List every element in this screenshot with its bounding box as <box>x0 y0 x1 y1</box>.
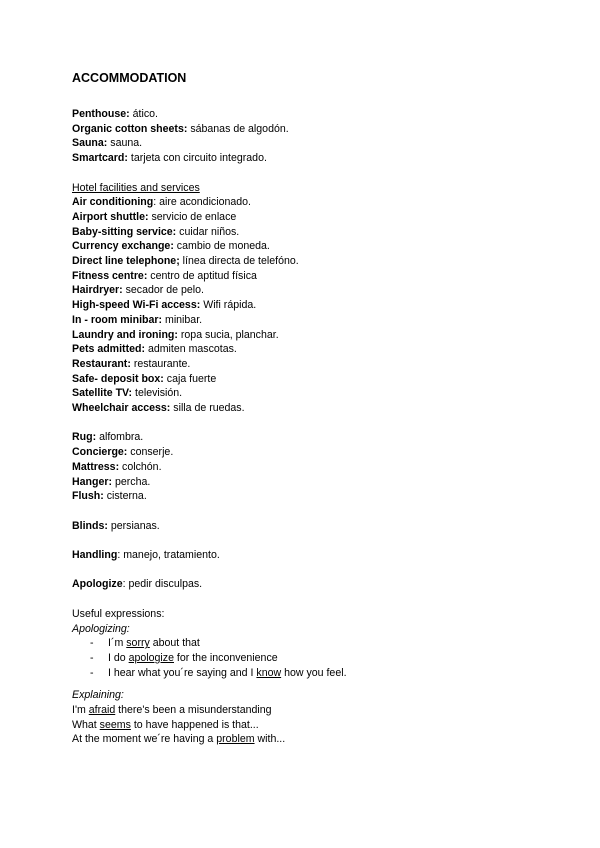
expression-text: with... <box>254 733 286 746</box>
vocab-entry <box>72 430 552 445</box>
vocab-definition: minibar. <box>162 313 203 326</box>
vocab-term: Laundry and ironing: <box>72 328 178 341</box>
underlined-keyword: afraid <box>88 704 116 717</box>
vocab-entry <box>72 283 552 298</box>
vocab-definition: ático. <box>129 108 158 120</box>
vocab-entry <box>72 342 552 357</box>
expression-line <box>90 636 552 651</box>
vocab-definition: conserje. <box>127 446 174 459</box>
explaining-list <box>72 703 552 747</box>
expression-text: I hear what you´re saying and I <box>108 666 257 679</box>
vocab-entry <box>72 122 552 137</box>
vocab-term: Fitness centre: <box>72 269 148 282</box>
vocab-definition: ropa sucia, planchar. <box>177 328 279 341</box>
vocab-definition: tarjeta con circuito integrado. <box>127 152 267 165</box>
apologizing-heading: Apologizing: <box>72 622 130 635</box>
vocab-term: Penthouse: <box>72 108 130 120</box>
expression-line <box>72 703 552 718</box>
vocab-term: Hairdryer: <box>72 284 123 297</box>
vocab-term: Sauna: <box>72 137 108 150</box>
vocab-entry <box>72 239 552 254</box>
expression-line <box>72 718 552 733</box>
vocab-entry-blinds: Blinds: persianas. <box>72 519 160 532</box>
vocab-entry <box>72 475 552 490</box>
vocab-definition: cisterna. <box>103 490 147 503</box>
vocab-term: Flush: <box>72 490 104 503</box>
expression-text: for the inconvenience <box>173 651 278 664</box>
vocab-entry <box>72 313 552 328</box>
vocab-term: Currency exchange: <box>72 240 174 253</box>
expression-text: At the moment we´re having a <box>72 733 217 746</box>
expression-text: to have happened is that... <box>130 718 259 731</box>
vocab-entry <box>72 401 552 416</box>
vocab-entry <box>72 445 552 460</box>
vocab-definition: sábanas de algodón. <box>187 122 289 135</box>
vocab-definition: silla de ruedas. <box>170 402 245 415</box>
vocab-entry-handling: Handling: manejo, tratamiento. <box>72 549 220 562</box>
underlined-keyword: sorry <box>126 637 150 650</box>
vocab-term: Airport shuttle: <box>72 210 149 223</box>
expression-text: I´m <box>108 637 127 650</box>
vocab-definition: cambio de moneda. <box>173 240 270 253</box>
vocab-term: Direct line telephone; <box>72 255 180 268</box>
vocab-entry <box>72 195 552 210</box>
vocab-entry <box>72 489 552 504</box>
vocab-term: In - room minibar: <box>72 313 163 326</box>
vocab-group-facilities <box>72 195 552 416</box>
vocab-definition: restaurante. <box>130 357 191 370</box>
underlined-keyword: know <box>256 666 282 679</box>
page-title: ACCOMMODATION <box>72 71 187 85</box>
vocab-term: Wheelchair access: <box>72 402 171 415</box>
vocab-entry <box>72 107 552 122</box>
vocab-definition: secador de pelo. <box>122 284 204 297</box>
vocab-term: Satellite TV: <box>72 387 133 400</box>
vocab-entry <box>72 254 552 269</box>
vocab-term: Mattress: <box>72 460 120 473</box>
vocab-term: Concierge: <box>72 446 128 459</box>
vocab-entry <box>72 151 552 166</box>
expression-text: how you feel. <box>281 666 347 679</box>
apologizing-list <box>72 636 552 680</box>
vocab-term: Baby-sitting service: <box>72 225 177 238</box>
useful-expressions-heading: Useful expressions: <box>72 607 165 620</box>
vocab-entry <box>72 460 552 475</box>
vocab-term: Organic cotton sheets: <box>72 122 188 135</box>
vocab-term: Pets admitted: <box>72 343 145 356</box>
expression-text: about that <box>149 637 200 650</box>
vocab-definition: servicio de enlace <box>148 210 237 223</box>
expression-line <box>90 651 552 666</box>
vocab-definition: alfombra. <box>96 431 144 444</box>
explaining-heading: Explaining: <box>72 689 124 702</box>
vocab-definition: televisión. <box>132 387 183 400</box>
vocab-definition: línea directa de telefóno. <box>179 255 299 268</box>
vocab-definition: admiten mascotas. <box>145 343 237 356</box>
vocab-definition: colchón. <box>119 460 162 473</box>
vocab-definition: centro de aptitud física <box>147 269 257 282</box>
vocab-definition: sauna. <box>107 137 143 150</box>
vocab-group-room <box>72 107 552 166</box>
expression-line <box>90 666 552 681</box>
vocab-term: Smartcard: <box>72 152 128 165</box>
expression-line <box>72 732 552 747</box>
underlined-keyword: problem <box>216 733 255 746</box>
underlined-keyword: apologize <box>128 651 174 664</box>
vocab-term: Safe- deposit box: <box>72 372 164 385</box>
expression-text: What <box>72 718 100 731</box>
expression-text: there's been a misunderstanding <box>115 704 272 717</box>
underlined-keyword: seems <box>99 718 131 731</box>
vocab-definition: cuidar niños. <box>176 225 240 238</box>
document-page <box>72 70 552 747</box>
vocab-definition: percha. <box>112 475 151 488</box>
vocab-term: Hanger: <box>72 475 113 488</box>
vocab-entry <box>72 269 552 284</box>
vocab-definition: Wifi rápida. <box>200 299 257 312</box>
vocab-entry <box>72 225 552 240</box>
vocab-group-misc <box>72 430 552 504</box>
facilities-heading: Hotel facilities and services <box>72 181 200 194</box>
vocab-term: Rug: <box>72 431 97 444</box>
vocab-entry <box>72 136 552 151</box>
vocab-entry <box>72 386 552 401</box>
vocab-term: High-speed Wi-Fi access: <box>72 299 201 312</box>
vocab-entry <box>72 298 552 313</box>
vocab-entry <box>72 328 552 343</box>
vocab-entry <box>72 372 552 387</box>
vocab-entry-apologize: Apologize: pedir disculpas. <box>72 578 203 591</box>
vocab-definition: caja fuerte <box>163 372 217 385</box>
vocab-entry <box>72 210 552 225</box>
vocab-term: Restaurant: <box>72 357 131 370</box>
expression-text: I do <box>108 651 129 664</box>
expression-text: I'm <box>72 704 89 717</box>
vocab-term: Air conditioning <box>72 196 154 209</box>
vocab-entry <box>72 357 552 372</box>
vocab-definition: : aire acondicionado. <box>153 196 251 209</box>
